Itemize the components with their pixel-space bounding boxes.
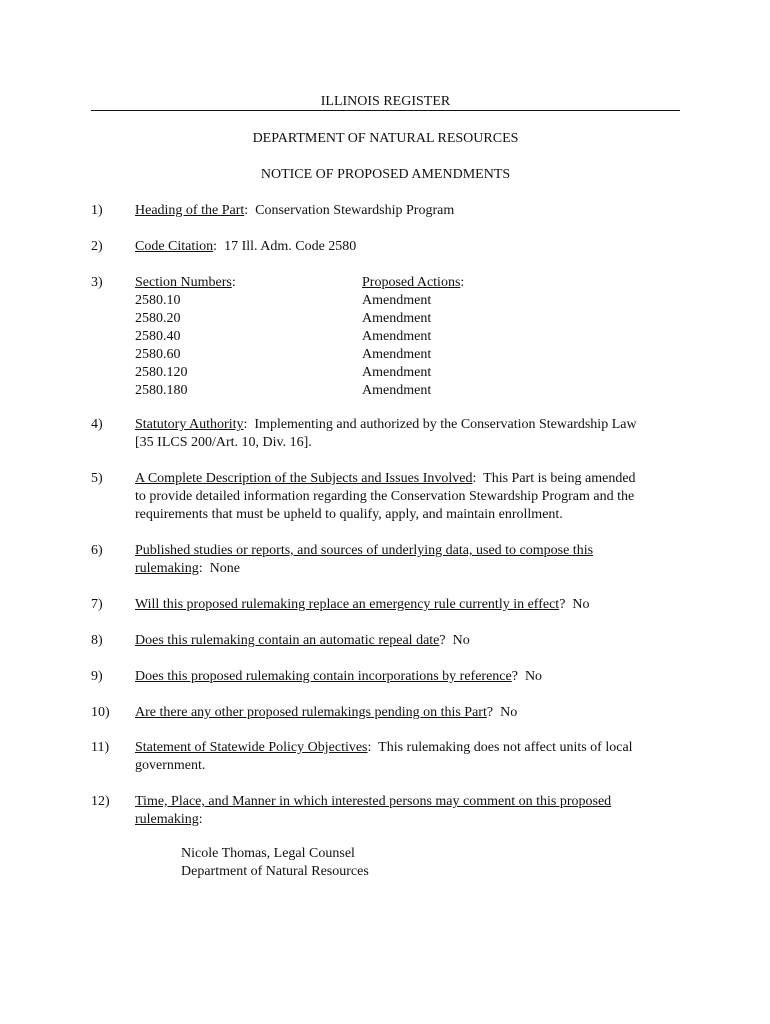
- item-number: 4): [91, 417, 103, 432]
- item-separator: ?: [439, 633, 453, 648]
- item-separator: :: [198, 812, 203, 827]
- proposed-actions-label: Proposed Actions: [362, 275, 461, 290]
- item-number: 12): [91, 794, 110, 809]
- item-label: Statutory Authority: [135, 417, 244, 432]
- item-text: No: [524, 669, 543, 684]
- section-numbers-column: [135, 274, 335, 400]
- section-number: 2580.120: [135, 365, 188, 380]
- item-label: Heading of the Part: [135, 203, 245, 218]
- department-title: DEPARTMENT OF NATURAL RESOURCES: [252, 131, 519, 146]
- section-number: 2580.40: [135, 329, 181, 344]
- section-numbers-label: Section Numbers: [135, 275, 232, 290]
- item-number: 8): [91, 633, 103, 648]
- item-separator: :: [244, 203, 256, 218]
- contact-block: [181, 845, 369, 881]
- item-label: rulemaking: [135, 561, 199, 576]
- item-content: [135, 704, 681, 722]
- item-content: [135, 238, 681, 256]
- item-3: [91, 274, 681, 400]
- item-content: [135, 739, 681, 775]
- item-label: Code Citation: [135, 239, 214, 254]
- proposed-action: Amendment: [362, 329, 432, 344]
- item-separator: :: [367, 740, 379, 755]
- item-content: [135, 596, 681, 614]
- item-label: Published studies or reports, and sources of underlying data, used to compose this: [135, 543, 594, 558]
- item-separator: ?: [511, 669, 525, 684]
- item-text: This Part is being amended: [483, 471, 636, 486]
- item-text: No: [572, 597, 590, 612]
- item-text: government.: [135, 758, 206, 773]
- item-content: [135, 470, 681, 524]
- item-number: 6): [91, 543, 103, 558]
- item-label: A Complete Description of the Subjects and Issues Involved: [135, 471, 473, 486]
- item-text: No: [500, 705, 518, 720]
- item-separator: :: [213, 239, 225, 254]
- item-separator: :: [198, 561, 210, 576]
- item-separator: ?: [559, 597, 573, 612]
- item-content: [135, 632, 681, 650]
- proposed-actions-column: [362, 274, 562, 400]
- item-number: 11): [91, 740, 110, 755]
- proposed-action: Amendment: [362, 365, 432, 380]
- item-label: Time, Place, and Manner in which interested persons may comment on this proposed: [135, 794, 612, 809]
- item-content: [135, 542, 681, 578]
- item-separator: :: [243, 417, 255, 432]
- item-text: to provide detailed information regarding the Conservation Stewardship Program and the: [135, 489, 635, 504]
- item-label: Does this proposed rulemaking contain incorporations by reference: [135, 669, 512, 684]
- item-number: 5): [91, 471, 103, 486]
- label-colon: :: [460, 275, 465, 290]
- item-text: requirements that must be upheld to qualify, apply, and maintain enrollment.: [135, 507, 563, 522]
- section-number: 2580.20: [135, 311, 181, 326]
- section-number: 2580.10: [135, 293, 181, 308]
- item-number: 1): [91, 203, 103, 218]
- item-text: None: [209, 561, 240, 576]
- section-number: 2580.180: [135, 383, 188, 398]
- item-number: 10): [91, 705, 110, 720]
- item-label: Are there any other proposed rulemakings pending on this Part: [135, 705, 487, 720]
- item-text: No: [452, 633, 470, 648]
- item-text: Conservation Stewardship Program: [255, 203, 455, 218]
- proposed-action: Amendment: [362, 383, 432, 398]
- contact-name: Nicole Thomas, Legal Counsel: [181, 846, 355, 861]
- item-text: [35 ILCS 200/Art. 10, Div. 16].: [135, 435, 312, 450]
- item-text: 17 Ill. Adm. Code 2580: [224, 239, 357, 254]
- item-content: [135, 202, 681, 220]
- item-content: [135, 793, 681, 829]
- contact-organization: Department of Natural Resources: [181, 864, 369, 879]
- proposed-action: Amendment: [362, 293, 432, 308]
- item-text: Implementing and authorized by the Conservation Stewardship Law: [254, 417, 637, 432]
- notice-title: NOTICE OF PROPOSED AMENDMENTS: [260, 167, 511, 182]
- item-label: Statement of Statewide Policy Objectives: [135, 740, 368, 755]
- item-text: This rulemaking does not affect units of local: [378, 740, 633, 755]
- item-number: 7): [91, 597, 103, 612]
- item-number: 3): [91, 275, 103, 290]
- item-content: [135, 668, 681, 686]
- register-title: ILLINOIS REGISTER: [320, 94, 451, 109]
- item-content: [135, 416, 681, 452]
- item-label: rulemaking: [135, 812, 199, 827]
- item-number: 2): [91, 239, 103, 254]
- proposed-action: Amendment: [362, 347, 432, 362]
- item-label: Does this rulemaking contain an automatic repeal date: [135, 633, 440, 648]
- item-number: 9): [91, 669, 103, 684]
- label-colon: :: [231, 275, 236, 290]
- section-number: 2580.60: [135, 347, 181, 362]
- item-separator: :: [472, 471, 484, 486]
- proposed-action: Amendment: [362, 311, 432, 326]
- register-header: [91, 94, 680, 111]
- item-label: Will this proposed rulemaking replace an emergency rule currently in effect: [135, 597, 560, 612]
- item-separator: ?: [486, 705, 501, 720]
